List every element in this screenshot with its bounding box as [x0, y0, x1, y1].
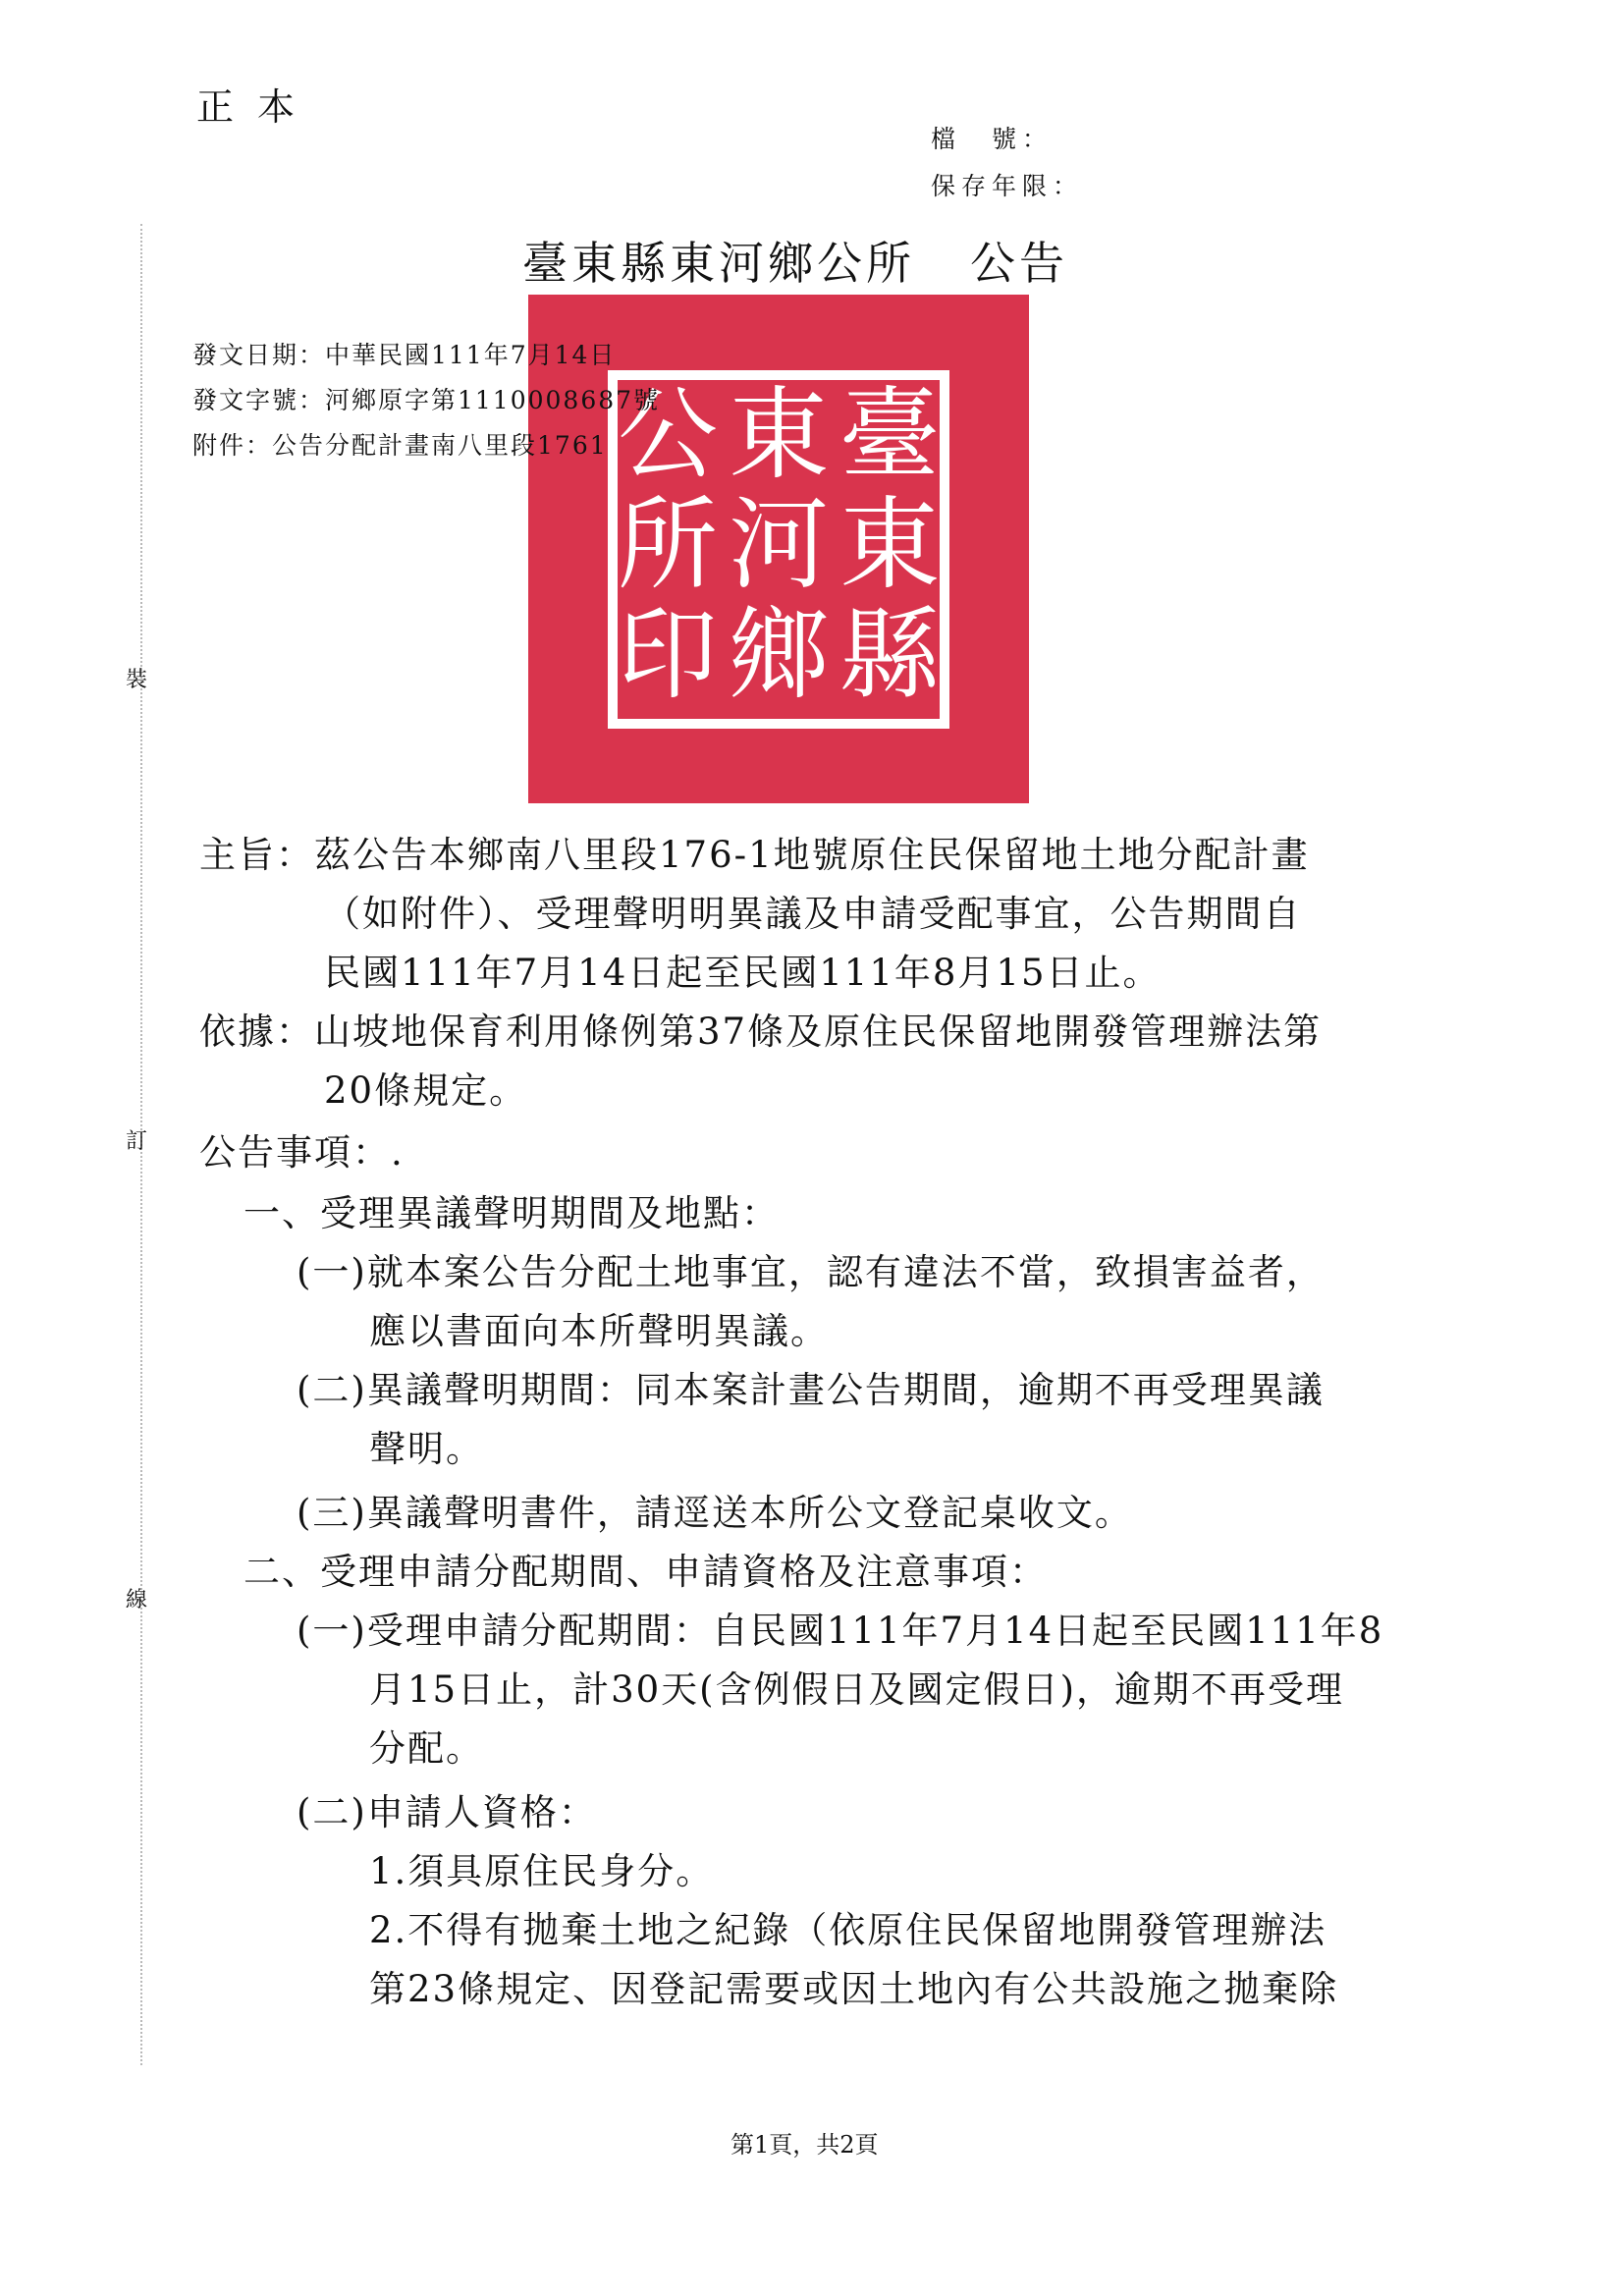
attachment-line: 附件：公告分配計畫南八里段1761: [192, 431, 608, 460]
list-item: (一)就本案公告分配土地事宜，認有違法不當，致損害益者，: [297, 1251, 1325, 1293]
seal-glyph: 縣: [839, 597, 940, 714]
title-agency: 臺東縣東河鄉公所: [522, 237, 915, 290]
subject-line: （如附件）、受理聲明明異議及申請受配事宜，公告期間自: [324, 893, 1302, 935]
list-item: 第23條規定、因登記需要或因土地內有公共設施之拋棄除: [369, 1968, 1339, 2010]
list-item: (三)異議聲明書件，請逕送本所公文登記桌收文。: [297, 1492, 1133, 1534]
list-item: (一)受理申請分配期間：自民國111年7月14日起至民國111年8: [297, 1610, 1384, 1652]
seal-glyph: 印: [618, 597, 718, 714]
list-item: 2.不得有拋棄土地之紀錄（依原住民保留地開發管理辦法: [369, 1909, 1327, 1951]
seal-glyphs: [618, 377, 942, 714]
list-item: 1.須具原住民身分。: [369, 1850, 715, 1892]
list-item: 聲明。: [369, 1428, 484, 1470]
list-item: 月15日止，計30天(含例假日及國定假日)，逾期不再受理: [369, 1668, 1345, 1711]
issue-date: 發文日期：中華民國111年7月14日: [192, 341, 617, 369]
retention-period-label: 保存年限：: [931, 172, 1084, 200]
list-item: 分配。: [369, 1727, 484, 1770]
basis-line: 依據：山坡地保育利用條例第37條及原住民保留地開發管理辦法第: [199, 1011, 1323, 1053]
basis-line: 20條規定。: [324, 1069, 528, 1112]
binding-mark: 線: [126, 1588, 148, 1613]
subject-line: 民國111年7月14日起至民國111年8月15日止。: [324, 952, 1162, 994]
seal-glyph: 東: [839, 487, 940, 604]
seal-glyph: 鄉: [729, 597, 829, 714]
title-type: 公告: [970, 237, 1068, 290]
reference-number: 發文字號：河鄉原字第1110008687號: [192, 386, 661, 414]
section-heading: 二、受理申請分配期間、申請資格及注意事項：: [243, 1551, 1048, 1593]
copy-mark: 正本: [196, 85, 319, 129]
list-item: 應以書面向本所聲明異議。: [369, 1310, 829, 1352]
seal-glyph: 河: [729, 487, 829, 604]
page-number: 第1頁，共2頁: [730, 2131, 879, 2159]
seal-glyph: 東: [729, 377, 829, 494]
document-title: [522, 228, 1068, 293]
seal-glyph: 臺: [839, 377, 940, 494]
file-number-label: 檔 號：: [931, 125, 1054, 153]
seal-glyph: 所: [618, 487, 718, 604]
binding-mark: 裝: [126, 668, 148, 692]
notice-items-heading: 公告事項：.: [199, 1131, 405, 1174]
section-heading: 一、受理異議聲明期間及地點：: [243, 1192, 780, 1234]
list-item: (二)申請人資格：: [297, 1791, 597, 1833]
list-item: (二)異議聲明期間：同本案計畫公告期間，逾期不再受理異議: [297, 1369, 1325, 1411]
binding-mark: 訂: [126, 1129, 148, 1154]
seal-glyph: 公: [618, 377, 718, 494]
subject-line: 主旨：茲公告本鄉南八里段176-1地號原住民保留地土地分配計畫: [199, 834, 1310, 876]
